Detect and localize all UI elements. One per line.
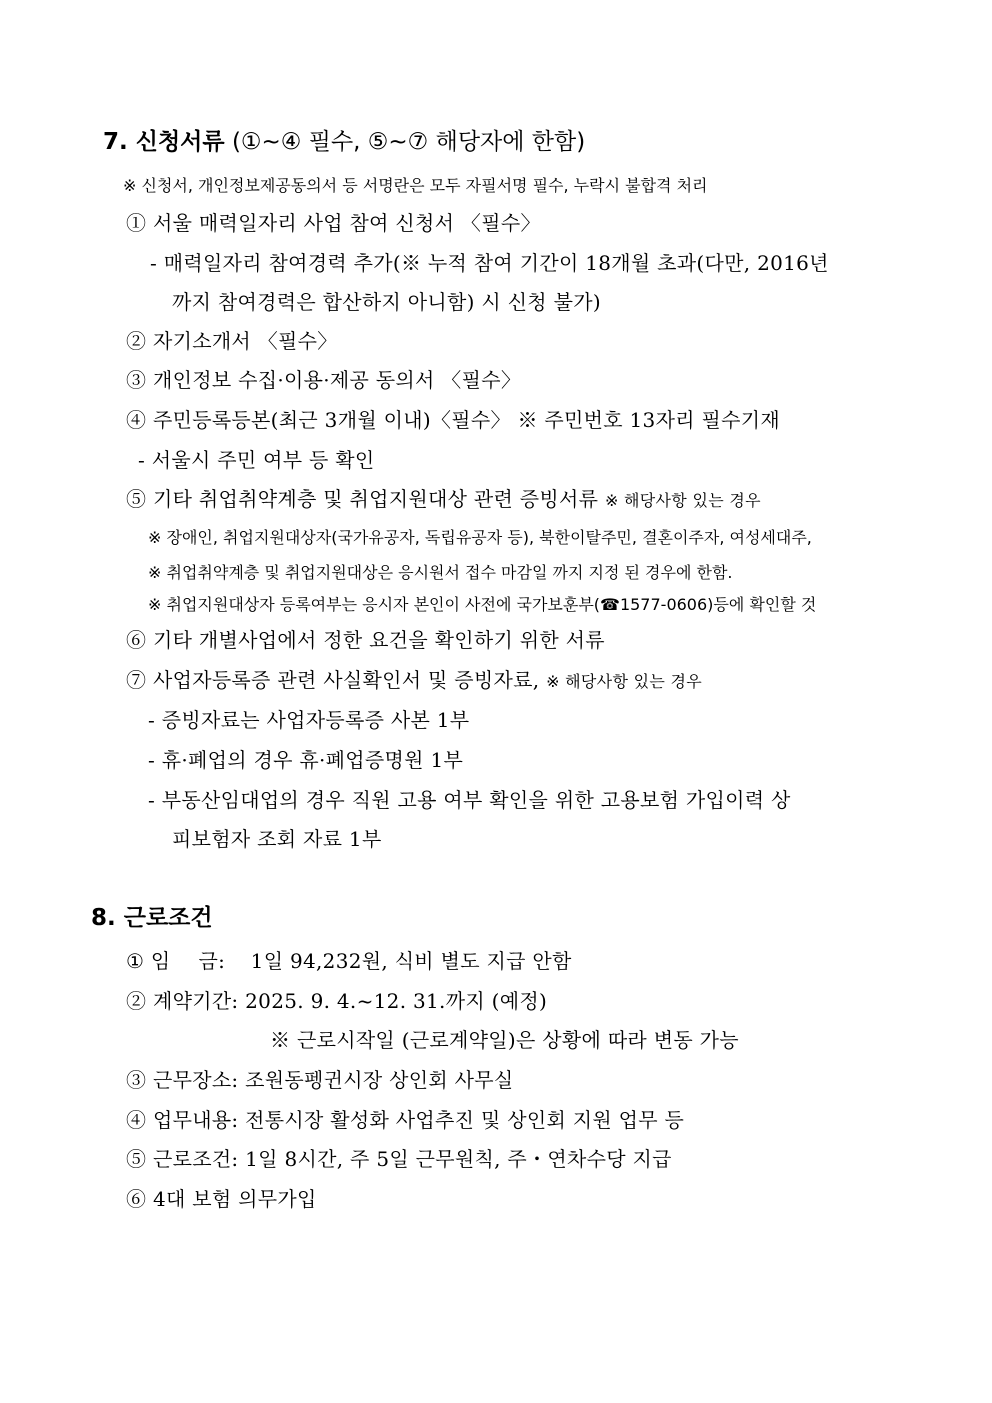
doc-item-privacy-consent: ③ 개인정보 수집·이용·제공 동의서 〈필수〉 xyxy=(126,368,522,392)
work-condition-duty xyxy=(126,1110,684,1130)
vulnerable-note-3: ※ 취업지원대상자 등록여부는 응시자 본인이 사전에 국가보훈부(☎1577-0606)등에 확인할 것 xyxy=(148,595,817,614)
duty-value: 전통시장 활성화 사업추진 및 상인회 지원 업무 등 xyxy=(245,1108,685,1132)
doc-item-vulnerable-proof-main: ⑤ 기타 취업취약계층 및 취업지원대상 관련 증빙서류 xyxy=(126,487,599,511)
work-condition-hours xyxy=(126,1149,672,1169)
work-condition-wage xyxy=(126,951,572,971)
place-label: ③ 근무장소: xyxy=(126,1068,239,1092)
section8-heading-title: 8. 근로조건 xyxy=(91,905,213,931)
section7-heading-paren: (①~④ 필수, ⑤~⑦ 해당자에 한함) xyxy=(231,129,586,155)
doc-item-vulnerable-proof xyxy=(126,489,761,509)
place-value: 조원동펭귄시장 상인회 사무실 xyxy=(245,1068,514,1092)
doc-item-business-registration-suffix: ※ 해당사항 있는 경우 xyxy=(546,672,702,691)
wage-value: 1일 94,232원, 식비 별도 지급 안함 xyxy=(250,949,572,973)
doc-item-career-note-line1: - 매력일자리 참여경력 추가(※ 누적 참여 기간이 18개월 초과(다만, 2016년 xyxy=(150,251,829,275)
wage-label-char1: 임 xyxy=(150,949,171,973)
section7-heading xyxy=(103,131,585,154)
doc-item-business-registration-main: ⑦ 사업자등록증 관련 사실확인서 및 증빙자료, xyxy=(126,668,540,692)
work-condition-place xyxy=(126,1070,514,1090)
doc-item-other-requirements: ⑥ 기타 개별사업에서 정한 요건을 확인하기 위한 서류 xyxy=(126,628,605,652)
wage-label-num: ① xyxy=(126,949,145,973)
doc-item-vulnerable-proof-suffix: ※ 해당사항 있는 경우 xyxy=(604,491,761,510)
doc-item-career-note-line2: 까지 참여경력은 합산하지 아니함) 시 신청 불가) xyxy=(172,290,601,314)
period-value: 2025. 9. 4.~12. 31.까지 (예정) xyxy=(245,989,548,1013)
wage-label-char2: 금: xyxy=(198,949,226,973)
vulnerable-note-1: ※ 장애인, 취업지원대상자(국가유공자, 독립유공자 등), 북한이탈주민, 결혼이주자, 여성세대주, xyxy=(148,528,812,547)
conditions-value: 1일 8시간, 주 5일 근무원칙, 주・연차수당 지급 xyxy=(245,1147,672,1171)
conditions-label: ⑤ 근로조건: xyxy=(126,1147,239,1171)
period-note: ※ 근로시작일 (근로계약일)은 상황에 따라 변동 가능 xyxy=(270,1028,739,1052)
period-label: ② 계약기간: xyxy=(126,989,239,1013)
doc-item-application-form: ① 서울 매력일자리 사업 참여 신청서 〈필수〉 xyxy=(126,211,541,235)
work-condition-period xyxy=(126,991,547,1011)
doc-item-residency-check: - 서울시 주민 여부 등 확인 xyxy=(138,448,375,472)
wage-label xyxy=(126,951,244,971)
work-condition-insurance: ⑥ 4대 보험 의무가입 xyxy=(126,1187,317,1211)
business-sub-rental-line1: - 부동산임대업의 경우 직원 고용 여부 확인을 위한 고용보험 가입이력 상 xyxy=(148,788,791,812)
section7-heading-title: 7. 신청서류 xyxy=(103,129,225,155)
business-sub-rental-line2: 피보험자 조회 자료 1부 xyxy=(172,827,382,851)
doc-item-self-introduction: ② 자기소개서 〈필수〉 xyxy=(126,329,338,353)
section8-heading xyxy=(91,907,213,930)
business-sub-closure: - 휴·폐업의 경우 휴·폐업증명원 1부 xyxy=(148,748,464,772)
doc-item-resident-registration: ④ 주민등록등본(최근 3개월 이내)〈필수〉 ※ 주민번호 13자리 필수기재 xyxy=(126,408,780,432)
vulnerable-note-2: ※ 취업취약계층 및 취업지원대상은 응시원서 접수 마감일 까지 지정 된 경우에 한함. xyxy=(148,563,733,582)
section7-signature-note: ※ 신청서, 개인정보제공동의서 등 서명란은 모두 자필서명 필수, 누락시 불합격 처리 xyxy=(123,176,708,195)
duty-label: ④ 업무내용: xyxy=(126,1108,239,1132)
doc-item-business-registration xyxy=(126,670,702,690)
business-sub-copy: - 증빙자료는 사업자등록증 사본 1부 xyxy=(148,708,470,732)
